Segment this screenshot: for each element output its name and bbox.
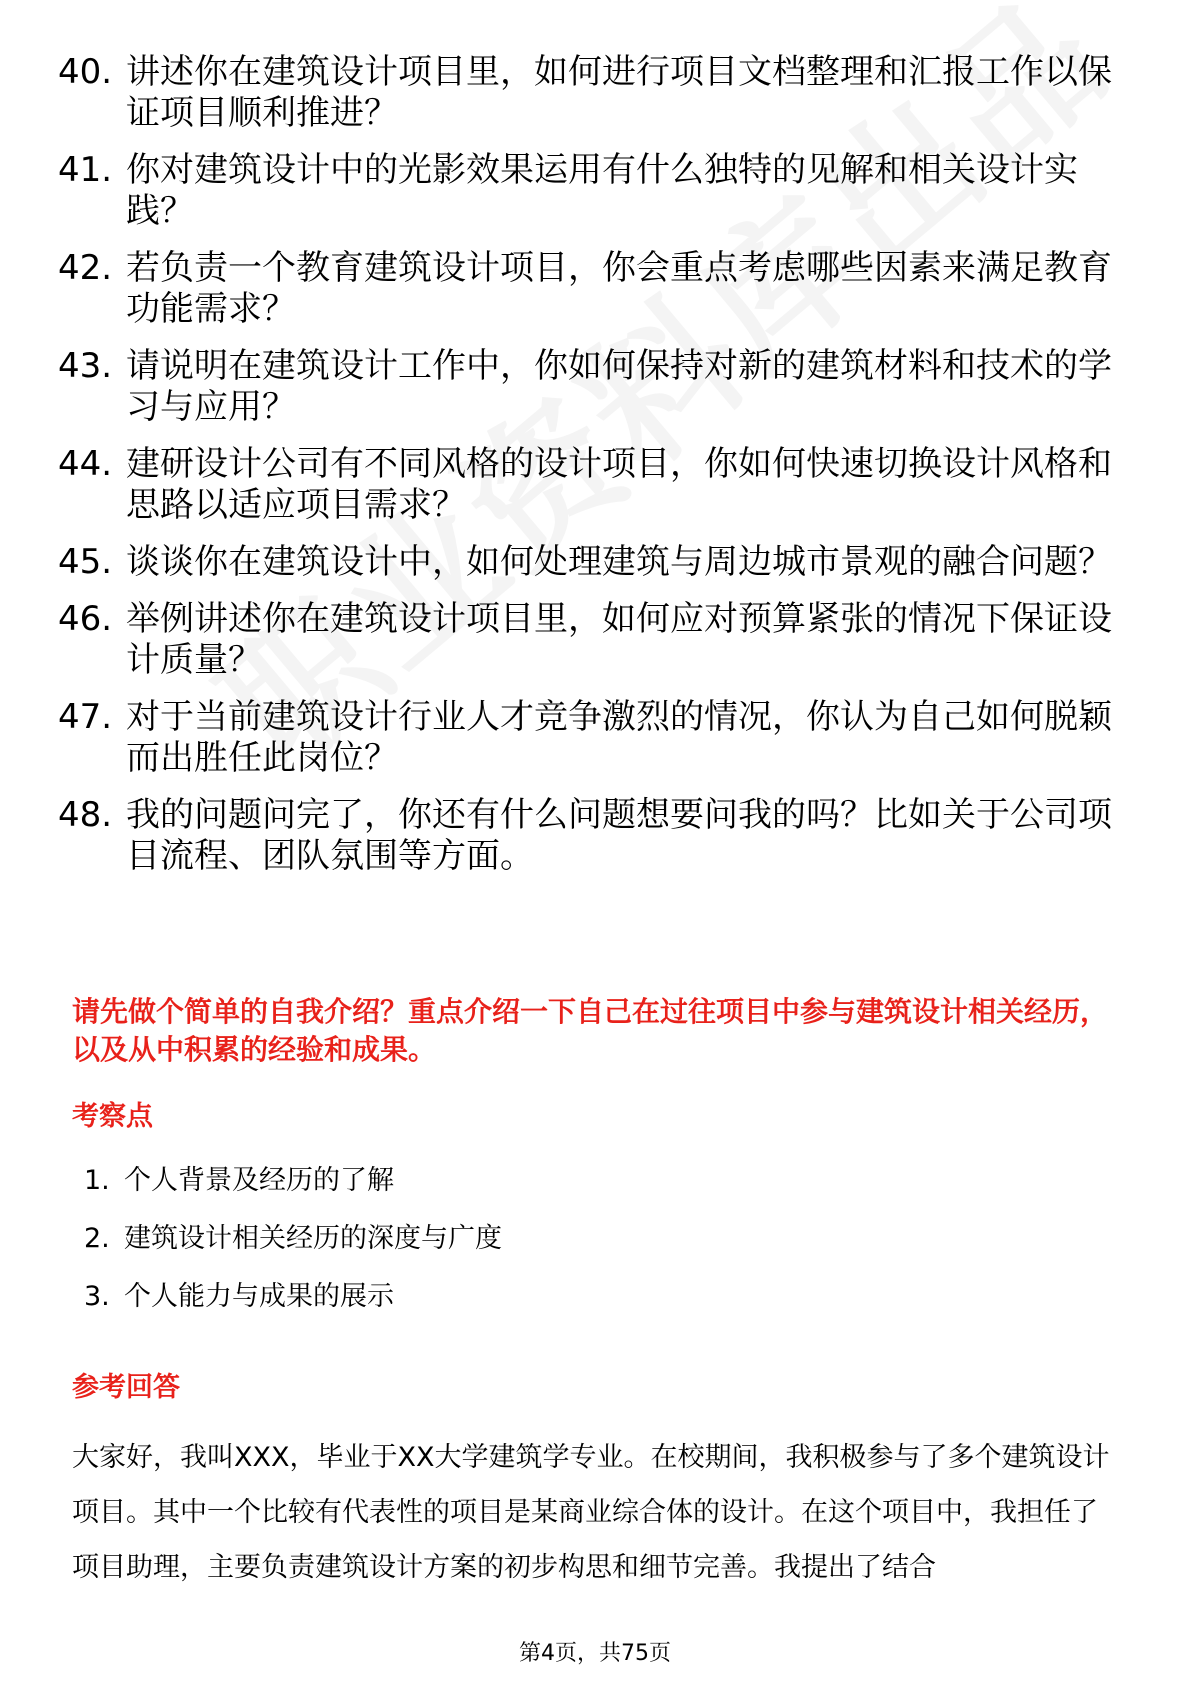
question-text: 请说明在建筑设计工作中，你如何保持对新的建筑材料和技术的学习与应用？ <box>126 346 1112 427</box>
question-number: 46. <box>58 599 113 639</box>
question-text: 若负责一个教育建筑设计项目，你会重点考虑哪些因素来满足教育功能需求？ <box>126 248 1112 329</box>
list-item <box>58 248 1118 330</box>
question-number: 47. <box>58 697 113 737</box>
featured-question: 请先做个简单的自我介绍？重点介绍一下自己在过往项目中参与建筑设计相关经历，以及从中积累的经验和成果。 <box>72 995 1109 1066</box>
list-item <box>84 1279 502 1315</box>
point-text: 个人背景及经历的了解 <box>124 1165 394 1196</box>
question-text: 举例讲述你在建筑设计项目里，如何应对预算紧张的情况下保证设计质量？ <box>126 599 1112 680</box>
list-item <box>58 52 1118 134</box>
point-number: 2. <box>84 1223 110 1254</box>
question-number: 45. <box>58 542 113 582</box>
list-item <box>58 542 1118 583</box>
question-number: 41. <box>58 150 113 190</box>
point-text: 建筑设计相关经历的深度与广度 <box>124 1223 502 1254</box>
question-list <box>58 52 1118 893</box>
question-number: 44. <box>58 444 113 484</box>
point-number: 1. <box>84 1165 110 1196</box>
point-text: 个人能力与成果的展示 <box>124 1281 394 1312</box>
question-text: 建研设计公司有不同风格的设计项目，你如何快速切换设计风格和思路以适应项目需求？ <box>126 444 1112 525</box>
point-number: 3. <box>84 1281 110 1312</box>
list-item <box>58 599 1118 681</box>
kaocha-heading: 考察点 <box>72 1101 153 1132</box>
reference-answer: 大家好，我叫XXX，毕业于XX大学建筑学专业。在校期间，我积极参与了多个建筑设计项目。其中一个比较有代表性的项目是某商业综合体的设计。在这个项目中，我担任了项目助理，主要负责建筑设计方案的初步构思和细节完善。我提出了结合 <box>72 1442 1110 1583</box>
cankao-heading: 参考回答 <box>72 1372 180 1403</box>
question-text: 讲述你在建筑设计项目里，如何进行项目文档整理和汇报工作以保证项目顺利推进？ <box>126 52 1112 133</box>
list-item <box>58 444 1118 526</box>
list-item <box>58 697 1118 779</box>
list-item <box>58 795 1118 877</box>
kaocha-points <box>84 1163 502 1337</box>
question-text: 对于当前建筑设计行业人才竞争激烈的情况，你认为自己如何脱颖而出胜任此岗位？ <box>126 697 1112 778</box>
list-item <box>58 346 1118 428</box>
question-number: 40. <box>58 52 113 92</box>
question-text: 你对建筑设计中的光影效果运用有什么独特的见解和相关设计实践？ <box>126 150 1078 231</box>
question-number: 42. <box>58 248 113 288</box>
list-item <box>58 150 1118 232</box>
page-footer: 第4页，共75页 <box>519 1641 671 1666</box>
question-number: 43. <box>58 346 113 386</box>
question-number: 48. <box>58 795 113 835</box>
question-text: 谈谈你在建筑设计中，如何处理建筑与周边城市景观的融合问题？ <box>126 542 1112 582</box>
list-item <box>84 1163 502 1199</box>
question-text: 我的问题问完了，你还有什么问题想要问我的吗？比如关于公司项目流程、团队氛围等方面。 <box>126 795 1112 876</box>
list-item <box>84 1221 502 1257</box>
